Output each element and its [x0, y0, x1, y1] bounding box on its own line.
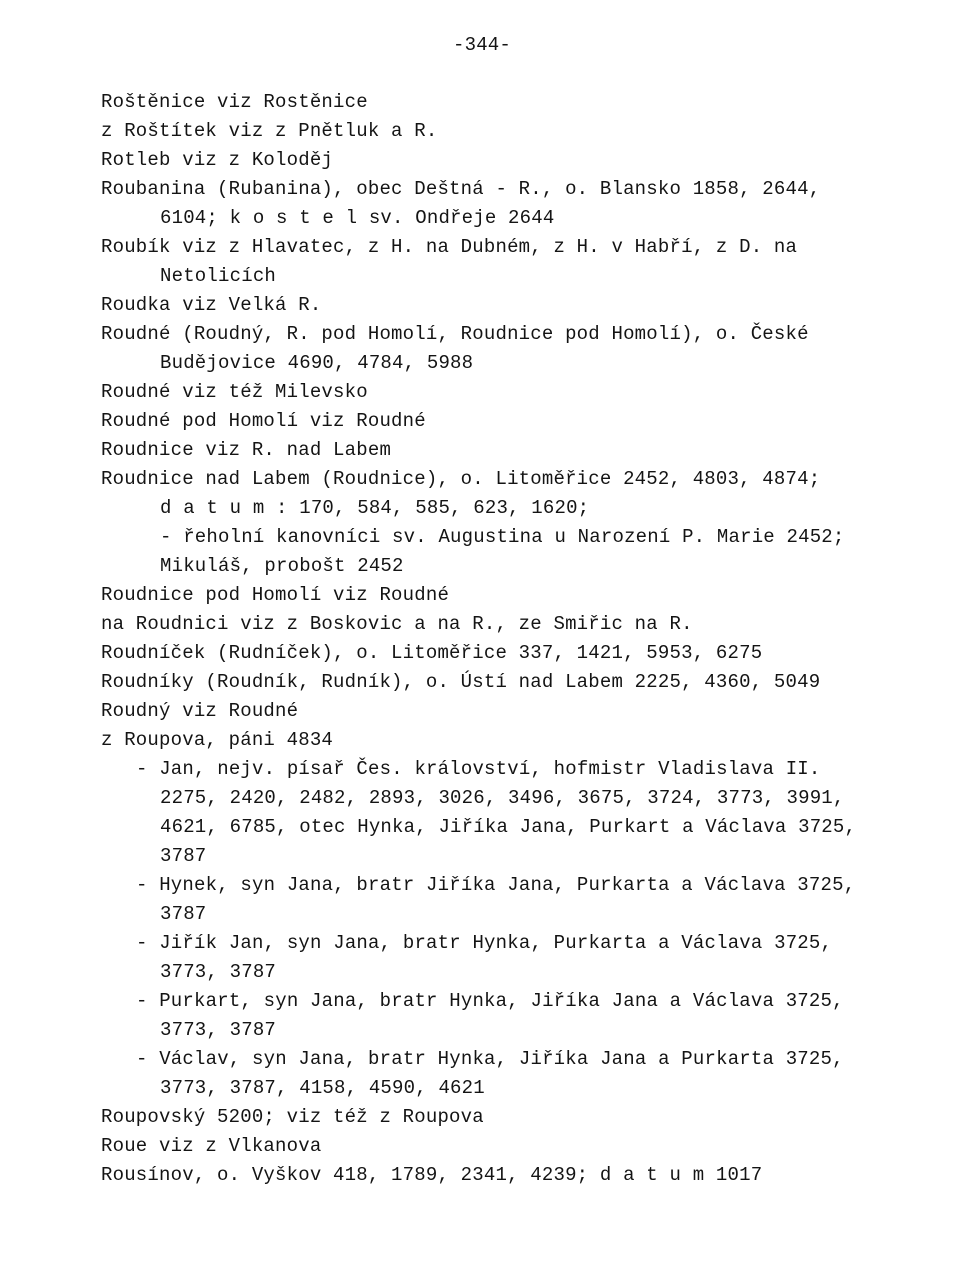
index-entry-continuation: 4621, 6785, otec Hynka, Jiříka Jana, Purkart a Václava 3725,	[160, 816, 857, 838]
index-entry-line: Roubanina (Rubanina), obec Deštná - R., o. Blansko 1858, 2644,	[101, 178, 821, 200]
index-entry-continuation: 3773, 3787	[160, 961, 277, 983]
index-entry-line: Roudné viz též Milevsko	[101, 381, 368, 403]
index-entry-continuation: 3773, 3787	[160, 1019, 277, 1041]
index-entry-line: Roudníky (Roudník, Rudník), o. Ústí nad Labem 2225, 4360, 5049	[101, 671, 821, 693]
page-number: -344-	[453, 34, 512, 56]
index-entries	[101, 88, 941, 1190]
index-entry-line: z Roštítek viz z Pnětluk a R.	[101, 120, 438, 142]
index-entry-line: Roudnice viz R. nad Labem	[101, 439, 392, 461]
index-entry-line: Roue viz z Vlkanova	[101, 1135, 322, 1157]
index-entry-line: Roudka viz Velká R.	[101, 294, 322, 316]
index-entry-line: Roudnice pod Homolí viz Roudné	[101, 584, 450, 606]
index-entry-continuation: - Václav, syn Jana, bratr Hynka, Jiříka Jana a Purkarta 3725,	[136, 1048, 844, 1070]
index-entry-continuation: Netolicích	[160, 265, 277, 287]
index-entry-continuation: 2275, 2420, 2482, 2893, 3026, 3496, 3675, 3724, 3773, 3991,	[160, 787, 845, 809]
index-entry-line: Roštěnice viz Rostěnice	[101, 91, 368, 113]
index-entry-continuation: 3787	[160, 845, 207, 867]
index-entry-line: Roudné (Roudný, R. pod Homolí, Roudnice pod Homolí), o. České	[101, 323, 809, 345]
index-entry-continuation: 3787	[160, 903, 207, 925]
index-entry-line: Roudné pod Homolí viz Roudné	[101, 410, 426, 432]
index-entry-continuation: - Jan, nejv. písař Čes. království, hofmistr Vladislava II.	[136, 758, 821, 780]
index-entry-continuation: 6104; k o s t e l sv. Ondřeje 2644	[160, 207, 555, 229]
index-entry-continuation: Mikuláš, probošt 2452	[160, 555, 404, 577]
index-entry-continuation: - řeholní kanovníci sv. Augustina u Narození P. Marie 2452;	[160, 526, 845, 548]
index-entry-continuation: Budějovice 4690, 4784, 5988	[160, 352, 474, 374]
index-entry-line: Rotleb viz z Koloděj	[101, 149, 334, 171]
index-entry-line: Roupovský 5200; viz též z Roupova	[101, 1106, 484, 1128]
index-entry-continuation: - Purkart, syn Jana, bratr Hynka, Jiříka Jana a Václava 3725,	[136, 990, 844, 1012]
index-entry-line: z Roupova, páni 4834	[101, 729, 334, 751]
index-entry-continuation: - Hynek, syn Jana, bratr Jiříka Jana, Purkarta a Václava 3725,	[136, 874, 856, 896]
index-entry-line: Roubík viz z Hlavatec, z H. na Dubném, z H. v Habří, z D. na	[101, 236, 798, 258]
index-entry-continuation: 3773, 3787, 4158, 4590, 4621	[160, 1077, 485, 1099]
index-entry-line: Roudnice nad Labem (Roudnice), o. Litoměřice 2452, 4803, 4874;	[101, 468, 821, 490]
index-entry-line: na Roudnici viz z Boskovic a na R., ze Smiřic na R.	[101, 613, 693, 635]
index-entry-line: Rousínov, o. Vyškov 418, 1789, 2341, 4239; d a t u m 1017	[101, 1164, 763, 1186]
index-entry-continuation: d a t u m : 170, 584, 585, 623, 1620;	[160, 497, 590, 519]
index-entry-line: Roudný viz Roudné	[101, 700, 299, 722]
index-entry-line: Roudníček (Rudníček), o. Litoměřice 337, 1421, 5953, 6275	[101, 642, 763, 664]
index-entry-continuation: - Jiřík Jan, syn Jana, bratr Hynka, Purkarta a Václava 3725,	[136, 932, 833, 954]
